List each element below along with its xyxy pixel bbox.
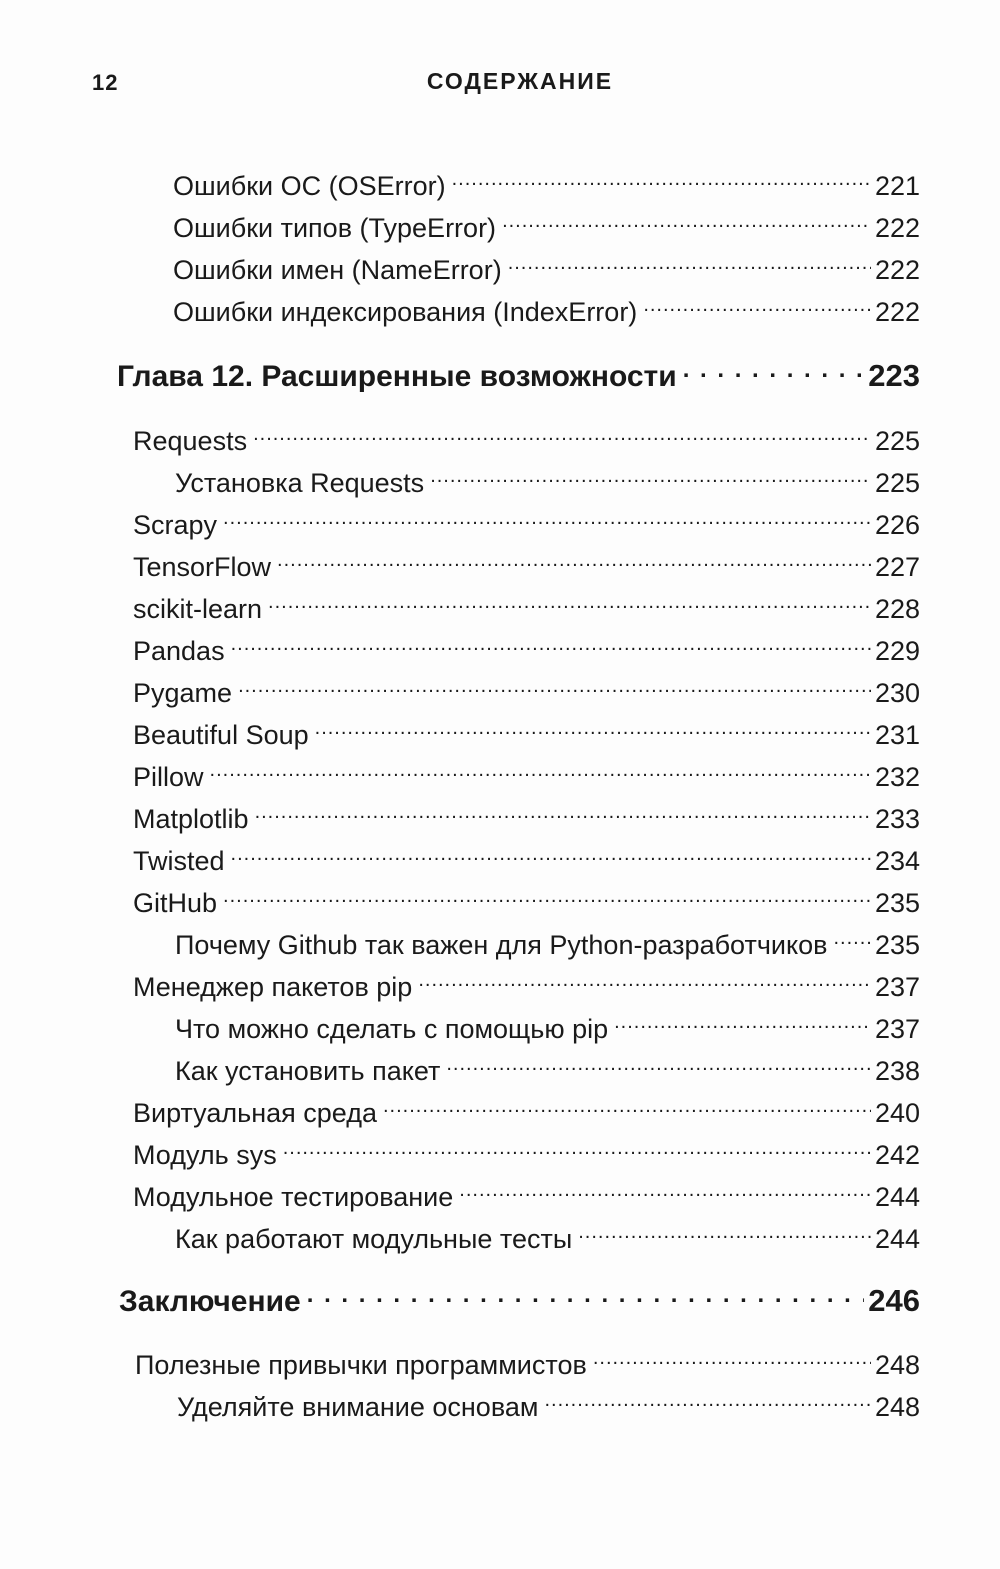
dot-leader bbox=[459, 1172, 871, 1206]
toc-entry-page: 244 bbox=[874, 1224, 920, 1254]
toc-entry bbox=[133, 878, 920, 918]
dot-leader bbox=[223, 878, 871, 912]
dot-leader bbox=[231, 836, 871, 870]
dot-leader bbox=[210, 752, 871, 786]
page-number: 12 bbox=[92, 70, 119, 95]
toc-entry-page: 232 bbox=[874, 762, 920, 792]
toc-entry-title: TensorFlow bbox=[133, 552, 272, 582]
toc-entry bbox=[133, 710, 920, 750]
toc-entry bbox=[133, 584, 920, 624]
dot-leader bbox=[643, 287, 871, 321]
toc-entry bbox=[133, 416, 920, 456]
toc-entry-page: 237 bbox=[874, 972, 920, 1002]
toc-entry-title: Ошибки ОС (OSError) bbox=[173, 171, 446, 201]
toc-entry-page: 244 bbox=[874, 1182, 920, 1212]
dot-leader bbox=[277, 542, 871, 576]
toc-entry bbox=[133, 1088, 920, 1128]
toc-entry bbox=[133, 752, 920, 792]
toc-entry bbox=[133, 626, 920, 666]
toc-entry-page: 238 bbox=[874, 1056, 920, 1086]
dot-leader bbox=[593, 1340, 871, 1374]
toc-entry bbox=[133, 1172, 920, 1212]
toc-entry-page: 221 bbox=[874, 171, 920, 201]
toc-entry bbox=[173, 161, 920, 201]
toc-entry-title: Scrapy bbox=[133, 510, 218, 540]
toc-entry-page: 240 bbox=[874, 1098, 920, 1128]
toc-entry-title: Как установить пакет bbox=[175, 1056, 441, 1086]
dot-leader bbox=[231, 626, 871, 660]
toc-entry-title: Что можно сделать с помощью pip bbox=[175, 1014, 609, 1044]
toc-entry bbox=[175, 458, 920, 498]
toc-entry bbox=[175, 1004, 920, 1044]
toc-entry bbox=[175, 1046, 920, 1086]
dot-leader bbox=[614, 1004, 871, 1038]
dot-leader bbox=[452, 161, 871, 195]
dot-leader bbox=[430, 458, 871, 492]
dot-leader bbox=[223, 500, 871, 534]
toc-entry bbox=[133, 836, 920, 876]
dot-leader bbox=[383, 1088, 871, 1122]
toc-entry-page: 235 bbox=[874, 888, 920, 918]
toc-entry-title: Виртуальная среда bbox=[133, 1098, 377, 1128]
toc-entry-page: 233 bbox=[874, 804, 920, 834]
toc-chapter-heading bbox=[117, 352, 920, 393]
dot-leader bbox=[283, 1130, 871, 1164]
toc-entry-title: GitHub bbox=[133, 888, 218, 918]
toc-entry-page: 248 bbox=[874, 1350, 920, 1380]
dot-leader bbox=[253, 416, 871, 450]
toc-entry bbox=[133, 542, 920, 582]
toc-entry bbox=[173, 203, 920, 243]
toc-entry-title: Twisted bbox=[133, 846, 225, 876]
toc-chapter-title: Заключение bbox=[119, 1285, 301, 1318]
toc-entry-title: Полезные привычки программистов bbox=[135, 1350, 587, 1380]
dot-leader bbox=[418, 962, 871, 996]
toc-entry-title: Ошибки типов (TypeError) bbox=[173, 213, 497, 243]
dot-leader bbox=[268, 584, 871, 618]
toc-entry-page: 231 bbox=[874, 720, 920, 750]
toc-entry-title: Модульное тестирование bbox=[133, 1182, 454, 1212]
toc-entry-page: 222 bbox=[874, 255, 920, 285]
toc-entry-page: 227 bbox=[874, 552, 920, 582]
toc-entry-page: 226 bbox=[874, 510, 920, 540]
toc-entry-page: 222 bbox=[874, 213, 920, 243]
toc-entry-page: 235 bbox=[874, 930, 920, 960]
toc-entry-title: Ошибки индексирования (IndexError) bbox=[173, 297, 638, 327]
dot-leader bbox=[544, 1382, 870, 1416]
toc-entry-page: 229 bbox=[874, 636, 920, 666]
toc-entry bbox=[135, 1340, 920, 1380]
toc-entry-page: 225 bbox=[874, 468, 920, 498]
dot-leader bbox=[578, 1214, 871, 1248]
running-title: СОДЕРЖАНИЕ bbox=[426, 68, 614, 94]
toc-entry bbox=[133, 668, 920, 708]
toc-entry-title: Как работают модульные тесты bbox=[175, 1224, 573, 1254]
toc-entry-title: Pygame bbox=[133, 678, 233, 708]
dot-leader bbox=[255, 794, 871, 828]
dot-leader bbox=[315, 710, 871, 744]
toc-entry-title: Почему Github так важен для Python-разработчиков bbox=[175, 930, 828, 960]
dot-leader bbox=[238, 668, 871, 702]
toc-entry-title: Pillow bbox=[133, 762, 204, 792]
toc-entry-title: scikit-learn bbox=[133, 594, 263, 624]
toc-entry-title: Requests bbox=[133, 426, 248, 456]
toc-entry-page: 242 bbox=[874, 1140, 920, 1170]
toc-entry-title: Beautiful Soup bbox=[133, 720, 309, 750]
toc-entry-page: 222 bbox=[874, 297, 920, 327]
toc-entry bbox=[175, 1214, 920, 1254]
dot-leader bbox=[508, 245, 871, 279]
toc-entry bbox=[133, 962, 920, 1002]
toc-entry-page: 237 bbox=[874, 1014, 920, 1044]
toc-entry-title: Установка Requests bbox=[175, 468, 425, 498]
dot-leader bbox=[833, 920, 870, 954]
toc-chapter-page: 246 bbox=[868, 1283, 920, 1318]
toc-entry bbox=[175, 920, 920, 960]
toc-entry-title: Pandas bbox=[133, 636, 225, 666]
toc-chapter-page: 223 bbox=[868, 358, 920, 393]
dot-leader bbox=[502, 203, 871, 237]
toc-entry bbox=[133, 794, 920, 834]
toc-entry bbox=[133, 500, 920, 540]
toc-entry-page: 230 bbox=[874, 678, 920, 708]
dot-leader bbox=[307, 1277, 865, 1311]
toc-entry bbox=[133, 1130, 920, 1170]
toc-entry-page: 228 bbox=[874, 594, 920, 624]
toc-entry bbox=[177, 1382, 920, 1422]
toc-entry-title: Ошибки имен (NameError) bbox=[173, 255, 502, 285]
toc-entry bbox=[173, 287, 920, 327]
toc-entry-title: Менеджер пакетов pip bbox=[133, 972, 413, 1002]
toc-entry bbox=[173, 245, 920, 285]
toc-entry-title: Matplotlib bbox=[133, 804, 249, 834]
dot-leader bbox=[683, 352, 865, 386]
toc-chapter-title: Глава 12. Расширенные возможности bbox=[117, 360, 677, 393]
toc-entry-page: 234 bbox=[874, 846, 920, 876]
toc-entry-title: Модуль sys bbox=[133, 1140, 277, 1170]
dot-leader bbox=[446, 1046, 871, 1080]
toc-entry-page: 248 bbox=[874, 1392, 920, 1422]
toc-entry-page: 225 bbox=[874, 426, 920, 456]
toc-chapter-heading bbox=[119, 1277, 920, 1318]
toc-entry-title: Уделяйте внимание основам bbox=[177, 1392, 539, 1422]
